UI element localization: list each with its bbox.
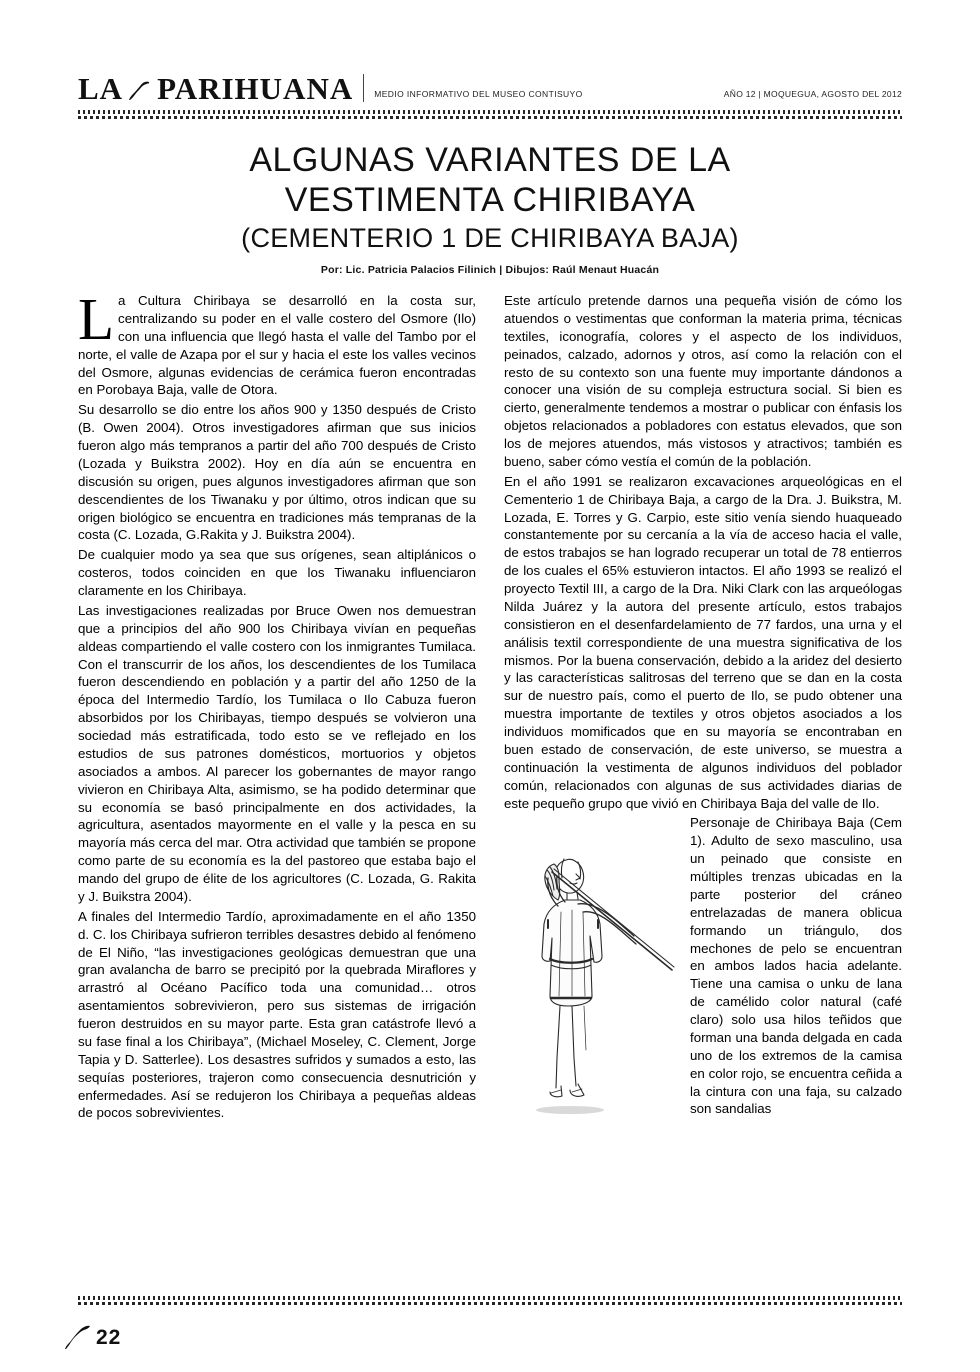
paragraph: Su desarrollo se dio entre los años 900 y 1350 después de Cristo (B. Owen 2004). Otros investigadores afirman que sus inicios fueron algo más tempranos a partir del año 700 después de Cristo (Lozada y Buikstra 2002). Hoy en día aún se encuentra en discusión su origen, pues algunos investigadores afirman que son descendientes de los Tiwanaku y por último, otros indican que su origen biológico se encuentra en tradiciones más tempranas de la costa (C. Lozada, G.Rakita y J. Buikstra 2004). xyxy=(78,402,476,543)
logo-text-parihuana: PARIHUANA xyxy=(157,71,354,106)
page-footer xyxy=(62,1318,182,1358)
left-column xyxy=(78,286,476,1124)
masthead-issue-info: AÑO 12 | MOQUEGUA, AGOSTO DEL 2012 xyxy=(723,89,902,99)
paragraph-with-figure xyxy=(504,814,902,1118)
right-column xyxy=(504,292,902,1124)
drop-cap: L xyxy=(78,286,115,352)
article-header xyxy=(78,140,902,276)
flamingo-icon xyxy=(127,80,153,102)
article-title-line-1: ALGUNAS VARIANTES DE LA xyxy=(249,141,731,179)
paragraph-text: a Cultura Chiribaya se desarrolló en la costa sur, centralizando su poder en el valle costero del Osmore (Ilo) con una influencia que llegó hasta el valle del Tambo por el norte, el valle de Azapa por el sur y hacia el este los valles vecinos del Osmore, algunas evidencias de cerámica fueron encontradas en Porobaya Baja, valle de Otora. xyxy=(78,293,476,398)
paragraph: De cualquier modo ya sea que sus orígenes, sean altiplánicos o costeros, todos coinciden en que los Tiwanaku influenciaron claramente en los Chiribaya. xyxy=(78,547,476,598)
article-body xyxy=(78,286,902,1277)
paragraph-text: Personaje de Chiribaya Baja (Cem 1). Adulto de sexo masculino, usa un peinado que consiste en múltiples trenzas ubicadas en la parte posterior del cráneo entrelazadas de manera oblicua formando un triángulo, dos mechones de pelo se encuentran en ambos lados hacia adelante. Tiene una camisa o unku de lana de camélido color natural (café claro) solo usa hilos teñidos que forman una banda delgada en cada uno de los extremos de la camisa en color rojo, se encuentra ceñida a la cintura con una faja, su calzado son sandalias xyxy=(690,815,902,1117)
masthead-subtitle: MEDIO INFORMATIVO DEL MUSEO CONTISUYO xyxy=(374,89,583,99)
article-subtitle: (CEMENTERIO 1 DE CHIRIBAYA BAJA) xyxy=(241,223,739,254)
paragraph: En el año 1991 se realizaron excavaciones arqueológicas en el Cementerio 1 de Chiribaya Baja, a cargo de la Dra. J. Buikstra, M. Lozada, E. Torres y G. Carpio, este sitio venía siendo huaqueado constantemente por su cercanía a la vía de acceso hacia el valle, de estos trabajos se han logrado recuperar un total de 78 entierros de los cuales el 65% estuvieron intactos. El año 1993 se realizó el proyecto Textil III, a cargo de la Dra. Niki Clark con las arqueólogas Nilda Juárez y la autora del presente artículo, estos trabajos consistieron en el desenfardelamiento de 77 fardos, una urna y el análisis textil correspondiente de una muestra significativa de los mismos. Por la buena conservación, debido a la aridez del desierto y las características salitrosas del terreno que se dan en la costa sur de nuestro país, como el puerto de Ilo, se pudo obtener una muestra importante de textiles y otros objetos asociados a los individuos momificados que en su mayoría se encontraban en buen estado de conservación, de este universo, se muestra a continuación la vestimenta de algunos individuos del poblador común, relacionados con algunas de sus actividades diarias de este pequeño grupo que vivió en Chiribaya Baja del valle de Ilo. xyxy=(504,473,902,811)
flamingo-icon xyxy=(62,1325,92,1351)
page-number: 22 xyxy=(96,1326,122,1349)
paragraph xyxy=(78,286,476,399)
paragraph: Las investigaciones realizadas por Bruce Owen nos demuestran que a principios del año 900 los Chiribaya vivían en pequeñas aldeas compartiendo el valle costero con los inmigrantes Tumilaca. Con el transcurrir de los años, los descendientes de los Tumilaca fueron descendiendo en población y a partir del año 1250 de la época del Intermedio Tardío, los Tumilaca o Ilo Cabuza fueron absorbidos por los Chiribayas, tiempo después se volvieron una sociedad más estratificada, todo esto se ve reflejado en los estudios de sus patrones domésticos, mortuorios y objetos asociados a ambos. Al parecer los gobernantes de mayor rango vivieron en Chiribaya Alta, asimismo, se ha podido determinar que su economía se basó principalmente en dos actividades, la agricultura, asentados mayormente en el valle y la pesca en su mayoría más cerca del mar. Otra actividad que también se propone como parte de su economía es la del pastoreo que estaba bajo el mando del grupo de élite de los agricultores (C. Lozada, G. Rakita y J. Buikstra 2004). xyxy=(78,602,476,904)
logo-text-la: LA xyxy=(78,71,124,106)
paragraph: Este artículo pretende darnos una pequeña visión de cómo los atuendos o vestimentas que conforman la materia prima, técnicas textiles, iconografía, colores y el aspecto de los individuos, peinados, calzado, adornos y otros, así como la relación con el resto de su contexto son una fuente muy importante dándonos a conocer una visión de su compleja estructura social. Si bien es cierto, generalmente tendemos a mostrar o publicar con énfasis los objetos relacionados a pobladores con estatus elevados, que son los de mejores atuendos, más vistosos y atractivos; también es bueno, saber cómo vestía el común de la población. xyxy=(504,293,902,469)
paragraph: A finales del Intermedio Tardío, aproximadamente en el año 1350 d. C. los Chiribaya sufrieron terribles desastres debido al fenómeno de El Niño, “las investigaciones geológicas demuestran que una gran avalancha de barro se precipitó por la quebrada Miraflores y arrastró al Océano Pacífico toda una comunidad… otros asentamientos sobrevivieron, pero sus sistemas de irrigación fueron destruidos en su mayor parte. Esta gran catástrofe llevó a su fase final a los Chiribaya”, (Michael Moseley, C. Clement, Jorge Tapia y D. Satterlee). Los desastres sufridos y sumados a esto, las sequías posteriores, trajeron como consecuencia desnutrición y enfermedades. Así se redujeron los Chiribaya a pequeñas aldeas de pocos sobrevivientes. xyxy=(78,908,476,1121)
masthead-divider xyxy=(363,74,364,102)
ornament-rule-top xyxy=(78,110,902,121)
ornament-rule-bottom xyxy=(78,1296,902,1307)
illustration-chiribaya-male-figure xyxy=(504,820,680,1120)
article-title-line-2: VESTIMENTA CHIRIBAYA xyxy=(284,181,696,220)
article-byline: Por: Lic. Patricia Palacios Filinich | Dibujos: Raúl Menaut Huacán xyxy=(320,263,660,276)
masthead xyxy=(78,58,902,104)
publication-logo xyxy=(78,73,353,104)
